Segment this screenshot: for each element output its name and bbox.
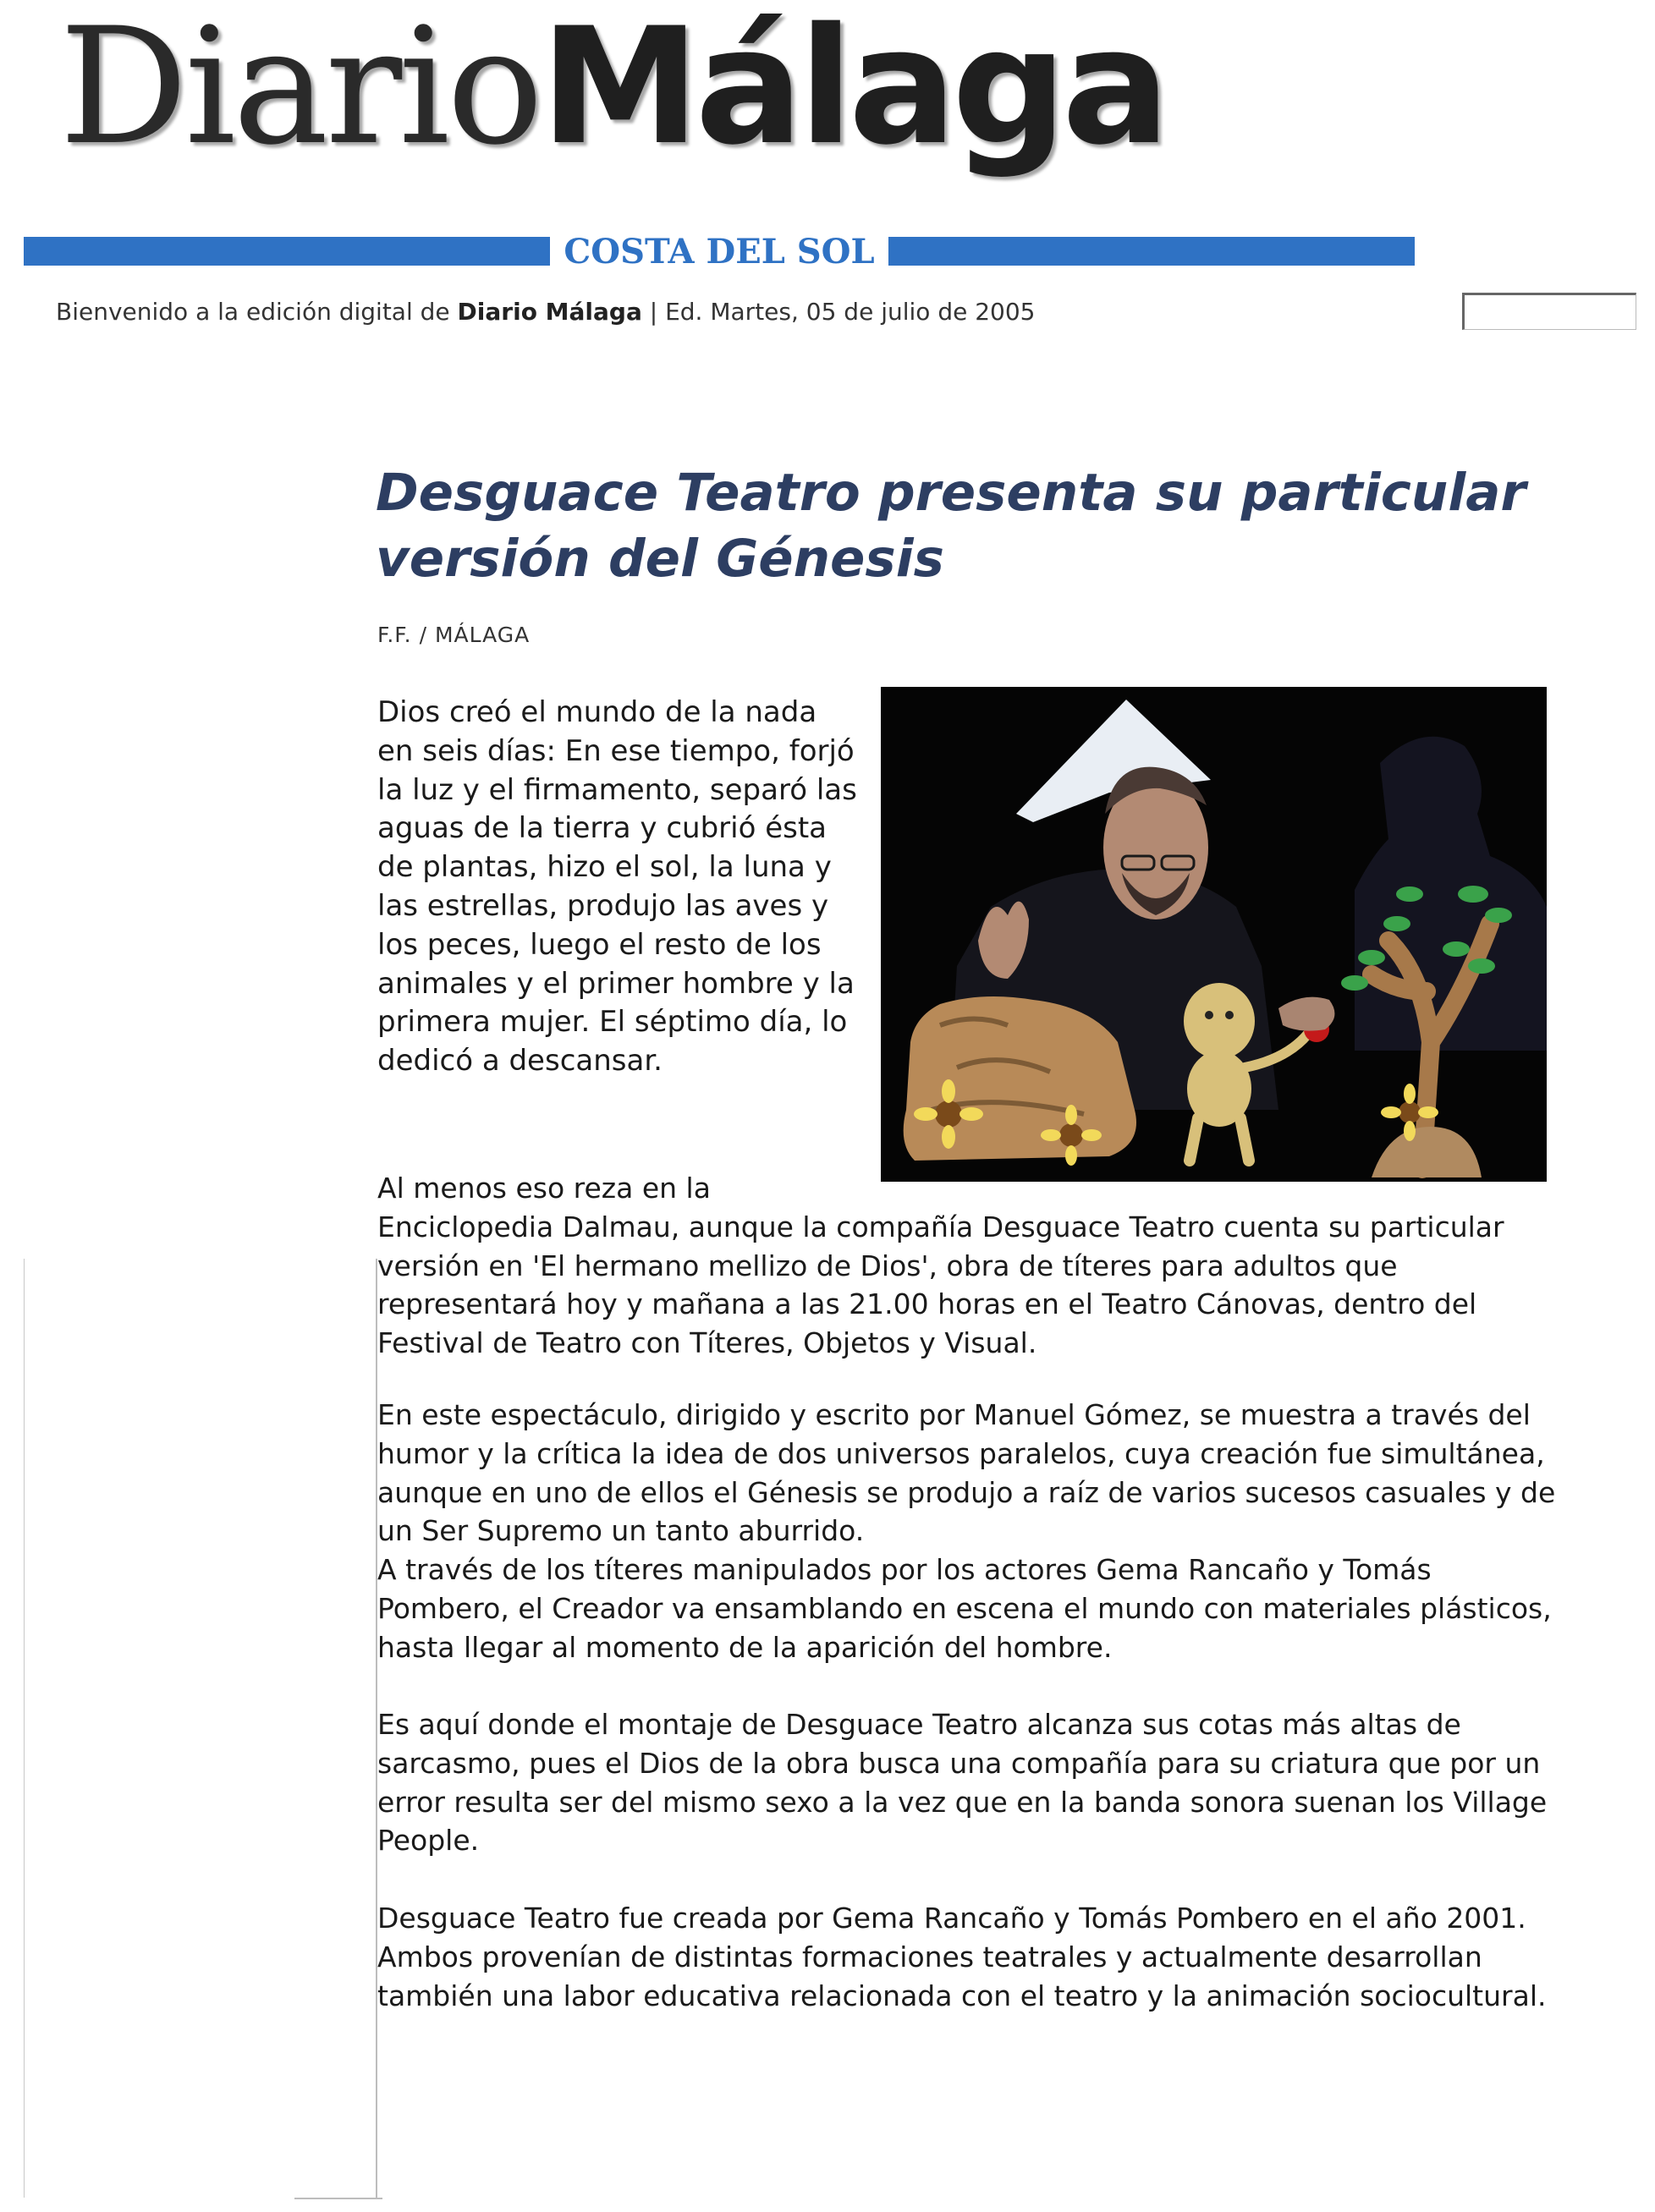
article-photo (881, 687, 1547, 1182)
edition-date: | Ed. Martes, 05 de julio de 2005 (641, 298, 1036, 326)
article-paragraph-1 (377, 1169, 1562, 1363)
section-bar (24, 232, 1415, 272)
section-bar-left-stripe (24, 237, 550, 266)
section-bar-right-stripe (888, 237, 1415, 266)
logo-word-diario: Diario (59, 0, 541, 180)
article-headline: Desguace Teatro presenta su particular versión del Génesis (376, 463, 1526, 589)
masthead (59, 0, 1447, 220)
paragraph-2-part-b: A través de los títeres manipulados por los actores Gema Rancaño y Tomás Pombero, el Creador va ensamblando en escena el mundo con materiales plásticos, hasta llegar al momento de la aparición del hombre. (377, 1553, 1552, 1664)
bottom-divider (294, 2198, 382, 2199)
paragraph-1-rest: Enciclopedia Dalmau, aunque la compañía Desguace Teatro cuenta su particular versión en 'El hermano mellizo de Dios', obra de títeres para adultos que representará hoy y mañana a las 21.00 horas en el Teatro Cánovas, dentro del Festival de Teatro con Títeres, Objetos y Visual. (377, 1210, 1504, 1360)
paragraph-2-part-a: En este espectáculo, dirigido y escrito por Manuel Gómez, se muestra a través del humor y la crítica la idea de dos universos paralelos, cuya creación fue simultánea, aunque en uno de ellos el Génesis se produjo a raíz de varios sucesos casuales y de un Ser Supremo un tanto aburrido. (377, 1398, 1556, 1548)
search-input[interactable] (1462, 293, 1636, 330)
welcome-prefix: Bienvenido a la edición digital de (56, 298, 458, 326)
welcome-brand: Diario Málaga (457, 298, 642, 326)
article-paragraph-3: Es aquí donde el montaje de Desguace Teatro alcanza sus cotas más altas de sarcasmo, pues el Dios de la obra busca una compañía para su criatura que por un error resulta ser del mismo sexo a la vez que en la banda sonora suenan los Village People. (377, 1708, 1548, 1858)
newspaper-logo[interactable] (59, 0, 1166, 180)
left-divider (24, 1259, 25, 2198)
article-byline: F.F. / MÁLAGA (377, 623, 531, 647)
section-label[interactable]: COSTA DEL SOL (564, 232, 875, 272)
article-paragraph-4: Desguace Teatro fue creada por Gema Rancaño y Tomás Pombero en el año 2001. Ambos provenían de distintas formaciones teatrales y actualmente desarrollan también una labor educativa relacionada con el teatro y la animación sociocultural. (377, 1902, 1547, 2012)
article-paragraph-2 (377, 1396, 1562, 1667)
welcome-line (56, 298, 1035, 326)
article-lead: Dios creó el mundo de la nada en seis días: En ese tiempo, forjó la luz y el firmamento, separó las aguas de la tierra y cubrió ésta de plantas, hizo el sol, la luna y las estrellas, produjo las aves y los peces, luego el resto de los animales y el primer hombre y la primera mujer. El séptimo día, lo dedicó a descansar. (377, 695, 857, 1079)
logo-word-malaga: Málaga (540, 0, 1166, 180)
paragraph-1-first-line: Al menos eso reza en la (377, 1172, 711, 1205)
